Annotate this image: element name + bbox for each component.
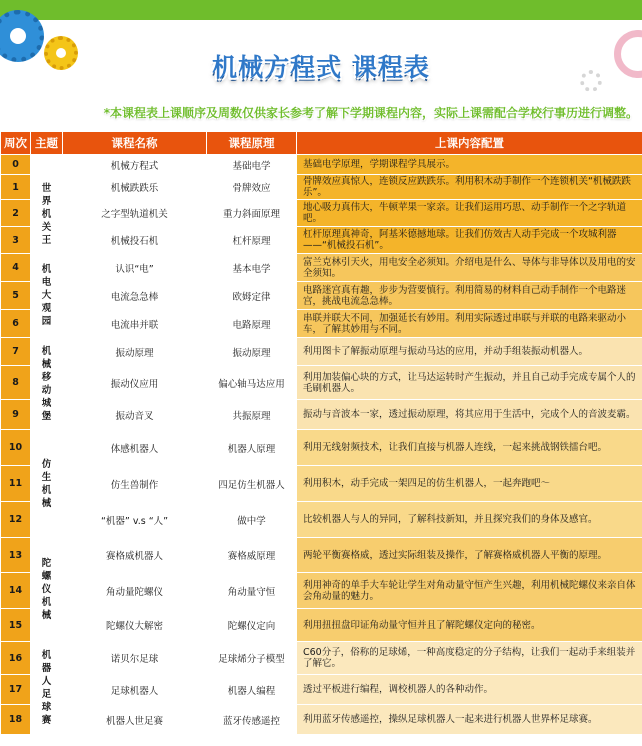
course-name: 机械投石机: [63, 227, 207, 254]
table-row: [1, 400, 642, 430]
week-number: 0: [1, 155, 31, 175]
table-row: [1, 254, 642, 282]
week-number: 2: [1, 200, 31, 227]
course-name: 诺贝尔足球: [63, 642, 207, 675]
course-content: 比较机器人与人的异同，了解科技新知，并且探究我们的身体及感官。: [297, 502, 642, 538]
course-name: 陀螺仪大解密: [63, 609, 207, 642]
course-principle: 机器人原理: [207, 430, 297, 466]
table-row: [1, 538, 642, 573]
course-content: 串联并联大不同，加强延长有妙用。利用实际透过串联与并联的电路来驱动小车，了解其妙用与不同。: [297, 310, 642, 338]
course-name: 角动量陀螺仪: [63, 573, 207, 609]
table-row: [1, 175, 642, 200]
header-course-name: 课程名称: [63, 132, 207, 155]
week-number: 3: [1, 227, 31, 254]
table-row: [1, 200, 642, 227]
week-number: 17: [1, 675, 31, 705]
course-content: 利用蓝牙传感遥控，操纵足球机器人一起来进行机器人世界杯足球赛。: [297, 705, 642, 735]
table-row: [1, 609, 642, 642]
course-name: 机械方程式: [63, 155, 207, 175]
course-principle: 电路原理: [207, 310, 297, 338]
course-name: 认识“电”: [63, 254, 207, 282]
course-principle: 赛格威原理: [207, 538, 297, 573]
theme-label: 机器人足球赛: [31, 642, 63, 735]
table-row: [1, 430, 642, 466]
week-number: 18: [1, 705, 31, 735]
week-number: 7: [1, 338, 31, 366]
week-number: 12: [1, 502, 31, 538]
week-number: 6: [1, 310, 31, 338]
course-principle: 共振原理: [207, 400, 297, 430]
course-name: 赛格威机器人: [63, 538, 207, 573]
theme-label: 陀螺仪机械: [31, 538, 63, 642]
theme-label: 机械移动城堡: [31, 338, 63, 430]
table-row: [1, 642, 642, 675]
week-number: 1: [1, 175, 31, 200]
table-row: [1, 366, 642, 400]
header-theme: 主题: [31, 132, 63, 155]
course-principle: 基础电学: [207, 155, 297, 175]
course-name: 之字型轨道机关: [63, 200, 207, 227]
week-number: 14: [1, 573, 31, 609]
header-week: 周次: [1, 132, 31, 155]
week-number: 8: [1, 366, 31, 400]
theme-label: 机电大观园: [31, 254, 63, 338]
course-name: 电流串并联: [63, 310, 207, 338]
table-row: [1, 227, 642, 254]
course-principle: 骨牌效应: [207, 175, 297, 200]
course-content: 利用加装偏心块的方式，让马达运转时产生振动，并且自己动手完成专属个人的毛刷机器人。: [297, 366, 642, 400]
course-content: 利用无线射频技术，让我们直接与机器人连线，一起来挑战钢铁擂台吧。: [297, 430, 642, 466]
table-row: [1, 705, 642, 735]
header-content: 上课内容配置: [297, 132, 642, 155]
course-name: 振动仪应用: [63, 366, 207, 400]
course-content: 利用积木，动手完成一架四足的仿生机器人，一起奔跑吧～: [297, 466, 642, 502]
course-principle: 振动原理: [207, 338, 297, 366]
course-content: 透过平板进行编程，调校机器人的各种动作。: [297, 675, 642, 705]
course-name: 电流急急棒: [63, 282, 207, 310]
course-principle: 杠杆原理: [207, 227, 297, 254]
course-content: 利用图卡了解振动原理与振动马达的应用，并动手组装振动机器人。: [297, 338, 642, 366]
page-title: 机械方程式 课程表: [212, 53, 430, 82]
week-number: 9: [1, 400, 31, 430]
table-row: [1, 466, 642, 502]
course-principle: 足球烯分子模型: [207, 642, 297, 675]
course-content: 基础电学原理，学期课程学具展示。: [297, 155, 642, 175]
course-content: 利用神奇的单手大车轮让学生对角动量守恒产生兴趣，利用机械陀螺仪来亲自体会角动量的魅力。: [297, 573, 642, 609]
course-name: 机器人世足赛: [63, 705, 207, 735]
course-content: 杠杆原理真神奇，阿基米德撼地球。让我们仿效古人动手完成一个攻城利器——“机械投石机”。: [297, 227, 642, 254]
table-row: [1, 675, 642, 705]
course-principle: 欧姆定律: [207, 282, 297, 310]
course-principle: 四足仿生机器人: [207, 466, 297, 502]
table-row: [1, 502, 642, 538]
course-content: 富兰克林引天火，用电安全必须知。介绍电是什么、导体与非导体以及用电的安全须知。: [297, 254, 642, 282]
course-principle: 蓝牙传感遥控: [207, 705, 297, 735]
table-row: [1, 310, 642, 338]
course-name: 振动音叉: [63, 400, 207, 430]
course-content: 利用扭扭盘印证角动量守恒并且了解陀螺仪定向的秘密。: [297, 609, 642, 642]
course-name: 足球机器人: [63, 675, 207, 705]
course-content: 骨牌效应真惊人，连锁反应跌跌乐。利用积木动手制作一个连锁机关“机械跌跌乐”。: [297, 175, 642, 200]
course-principle: 基本电学: [207, 254, 297, 282]
course-content: 地心吸力真伟大，牛顿苹果一家亲。让我们运用巧思、动手制作一个之字轨道吧。: [297, 200, 642, 227]
week-number: 15: [1, 609, 31, 642]
course-name: “机器” v.s “人”: [63, 502, 207, 538]
top-banner: [0, 0, 642, 20]
course-content: 两轮平衡赛格威，透过实际组装及操作，了解赛格威机器人平衡的原理。: [297, 538, 642, 573]
week-number: 11: [1, 466, 31, 502]
course-name: 仿生兽制作: [63, 466, 207, 502]
week-number: 13: [1, 538, 31, 573]
course-principle: 重力斜面原理: [207, 200, 297, 227]
theme-label: 世界机关王: [31, 175, 63, 254]
course-content: 振动与音波本一家，透过振动原理，将其应用于生活中，完成个人的音波麦霸。: [297, 400, 642, 430]
course-name: 机械跌跌乐: [63, 175, 207, 200]
course-principle: 陀螺仪定向: [207, 609, 297, 642]
notice-text: *本课程表上课顺序及周数仅供家长参考了解下学期课程内容，实际上课需配合学校行事历进行调整。: [103, 106, 638, 120]
course-content: C60分子，俗称的足球烯，一种高度稳定的分子结构，让我们一起动手来组装并了解它。: [297, 642, 642, 675]
schedule-table: [0, 131, 642, 735]
course-name: 体感机器人: [63, 430, 207, 466]
table-row: [1, 155, 642, 175]
table-row: [1, 338, 642, 366]
theme-label: 仿生机械: [31, 430, 63, 538]
course-principle: 机器人编程: [207, 675, 297, 705]
week-number: 16: [1, 642, 31, 675]
course-principle: 角动量守恒: [207, 573, 297, 609]
course-principle: 偏心轴马达应用: [207, 366, 297, 400]
course-principle: 做中学: [207, 502, 297, 538]
table-header-row: [1, 132, 642, 155]
week-number: 5: [1, 282, 31, 310]
week-number: 10: [1, 430, 31, 466]
table-row: [1, 573, 642, 609]
course-name: 振动原理: [63, 338, 207, 366]
week-number: 4: [1, 254, 31, 282]
table-row: [1, 282, 642, 310]
header-principle: 课程原理: [207, 132, 297, 155]
course-content: 电路迷宫真有趣，步步为营要慎行。利用简易的材料自己动手制作一个电路迷宫，挑战电流急急棒。: [297, 282, 642, 310]
